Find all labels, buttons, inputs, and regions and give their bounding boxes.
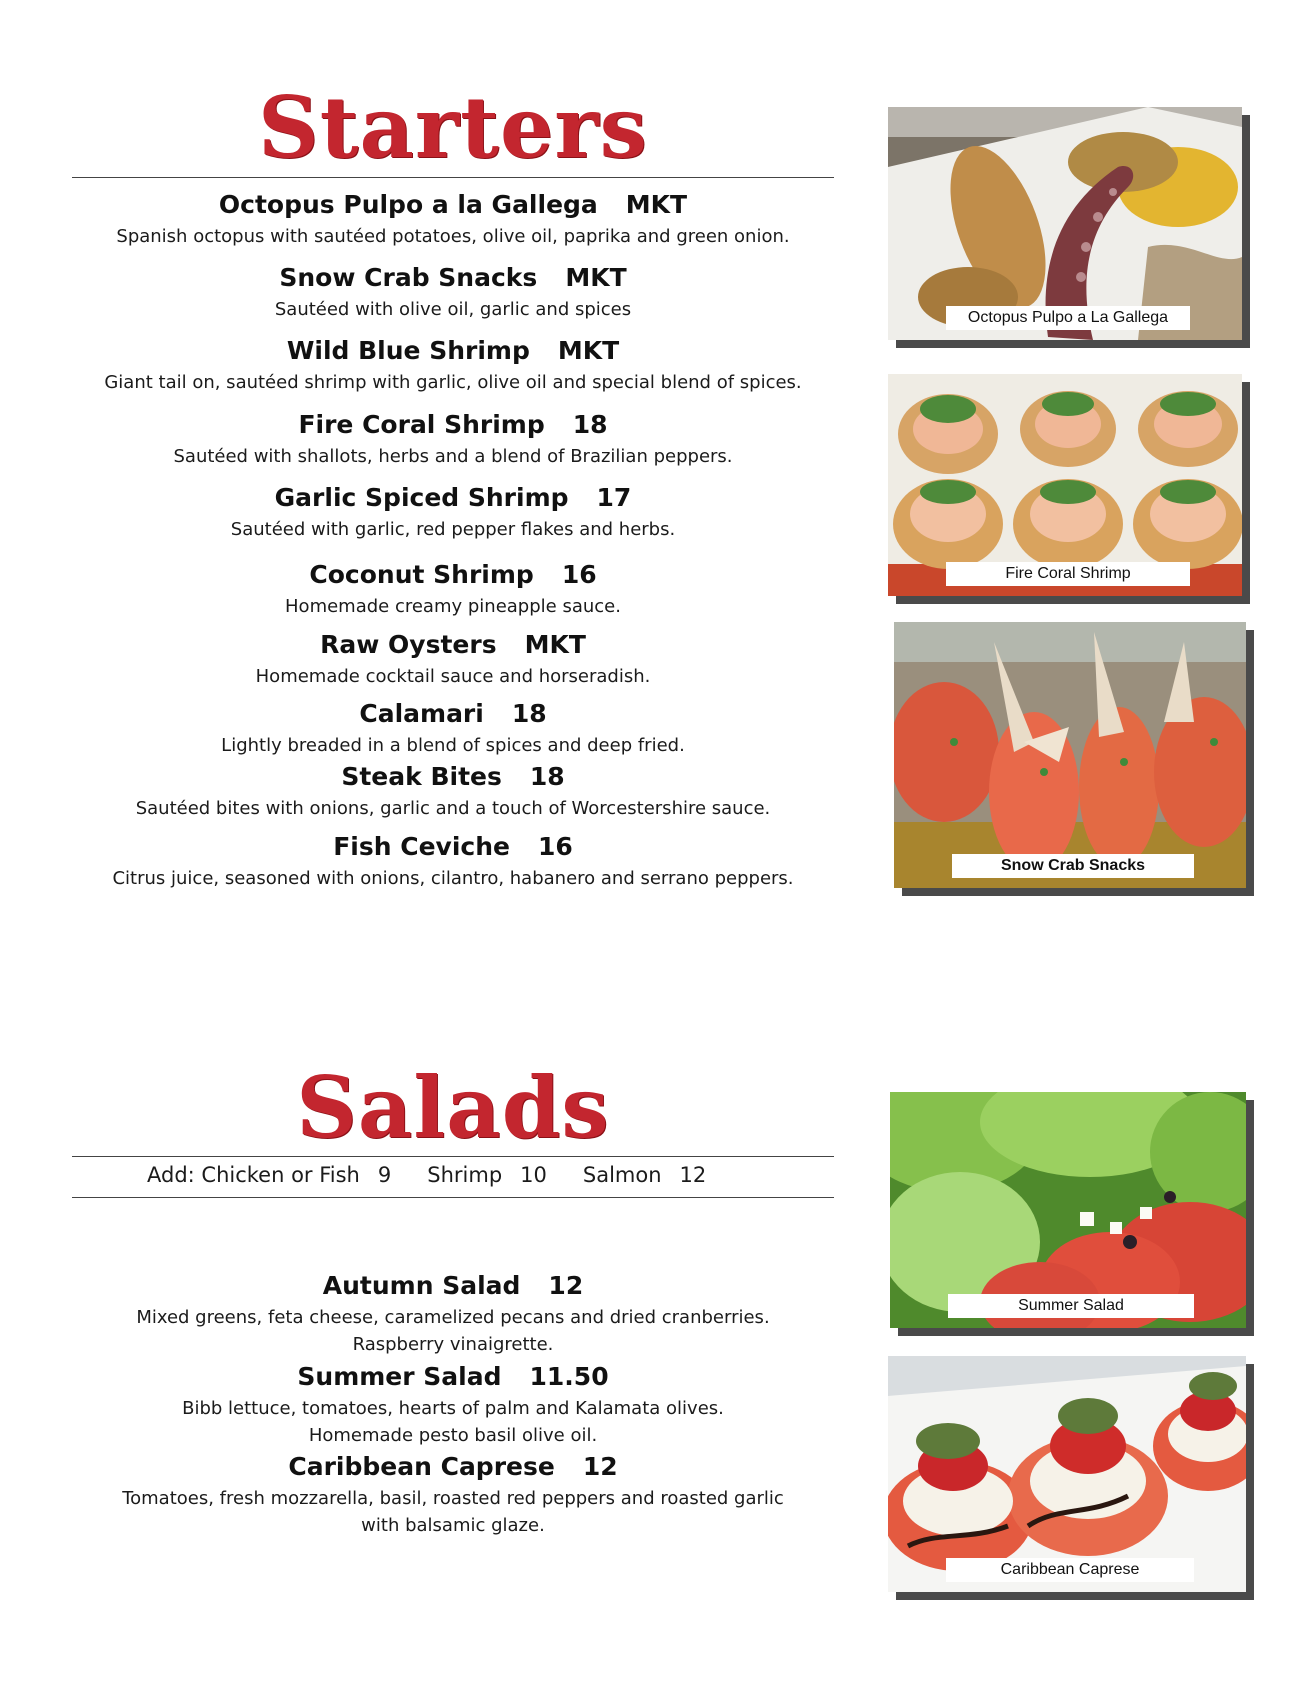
photo-octopus — [888, 107, 1242, 340]
menu-item — [72, 560, 834, 620]
item-description: Spanish octopus with sautéed potatoes, olive oil, paprika and green onion. — [116, 226, 790, 247]
photo-caption: Octopus Pulpo a La Gallega — [946, 306, 1190, 330]
item-name: Steak Bites — [341, 762, 502, 791]
item-price: 16 — [561, 560, 597, 589]
item-description: Giant tail on, sautéed shrimp with garlic, olive oil and special blend of spices. — [104, 372, 802, 393]
addon-shrimp-label: Shrimp — [427, 1163, 503, 1187]
item-price: 18 — [572, 410, 608, 439]
menu-item — [72, 630, 834, 690]
menu-item — [72, 263, 834, 323]
item-description: Sautéed with shallots, herbs and a blend of Brazilian peppers. — [173, 446, 733, 467]
item-name: Calamari — [359, 699, 484, 728]
photo-caption: Caribbean Caprese — [946, 1558, 1194, 1582]
item-price: 11.50 — [529, 1362, 609, 1391]
item-name: Fire Coral Shrimp — [298, 410, 545, 439]
photo-snow-crab-snacks — [894, 622, 1246, 888]
item-name: Wild Blue Shrimp — [286, 336, 530, 365]
item-name: Garlic Spiced Shrimp — [274, 483, 569, 512]
item-name: Caribbean Caprese — [288, 1452, 555, 1481]
item-price: 17 — [596, 483, 632, 512]
item-description: Sautéed with garlic, red pepper flakes and herbs. — [230, 519, 676, 540]
item-name: Summer Salad — [297, 1362, 502, 1391]
item-price: MKT — [625, 190, 688, 219]
salad-addons — [147, 1163, 724, 1187]
item-description: Raspberry vinaigrette. — [352, 1334, 554, 1355]
addon-salmon-price: 12 — [679, 1163, 707, 1187]
item-price: 18 — [511, 699, 547, 728]
item-name: Autumn Salad — [322, 1271, 521, 1300]
item-description: Citrus juice, seasoned with onions, cilantro, habanero and serrano peppers. — [112, 868, 794, 889]
salads-divider-bottom — [72, 1197, 834, 1198]
photo-caribbean-caprese — [888, 1356, 1246, 1592]
item-price: 12 — [548, 1271, 584, 1300]
addon-chicken-fish-label: Add: Chicken or Fish — [147, 1163, 360, 1187]
menu-item — [72, 762, 834, 822]
addon-salmon-label: Salmon — [582, 1163, 662, 1187]
menu-item — [72, 1362, 834, 1449]
item-description: Lightly breaded in a blend of spices and deep fried. — [221, 735, 685, 756]
addon-chicken-fish-price: 9 — [377, 1163, 392, 1187]
menu-item — [72, 832, 834, 892]
menu-item — [72, 699, 834, 759]
salads-divider-top — [72, 1156, 834, 1157]
item-description: Sautéed with olive oil, garlic and spices — [274, 299, 632, 320]
summer-salad-image — [890, 1092, 1246, 1328]
menu-item — [72, 410, 834, 470]
photo-caption: Snow Crab Snacks — [952, 854, 1194, 878]
photo-caption: Fire Coral Shrimp — [946, 562, 1190, 586]
item-description: Homemade cocktail sauce and horseradish. — [255, 666, 651, 687]
item-price: 18 — [529, 762, 565, 791]
photo-caption: Summer Salad — [948, 1294, 1194, 1318]
item-name: Octopus Pulpo a la Gallega — [218, 190, 598, 219]
starters-divider — [72, 177, 834, 178]
caprese-image — [888, 1356, 1246, 1592]
item-price: MKT — [557, 336, 620, 365]
photo-summer-salad — [890, 1092, 1246, 1328]
item-description: Tomatoes, fresh mozzarella, basil, roasted red peppers and roasted garlic — [122, 1488, 784, 1509]
salads-title: Salads — [296, 1058, 610, 1157]
item-price: 16 — [537, 832, 573, 861]
menu-item — [72, 1452, 834, 1539]
snow-crab-image — [894, 622, 1246, 888]
item-description: Homemade pesto basil olive oil. — [308, 1425, 598, 1446]
item-description: Bibb lettuce, tomatoes, hearts of palm and Kalamata olives. — [182, 1398, 724, 1419]
item-description: Mixed greens, feta cheese, caramelized pecans and dried cranberries. — [136, 1307, 770, 1328]
menu-item — [72, 483, 834, 543]
item-description: with balsamic glaze. — [361, 1515, 545, 1536]
menu-item — [72, 190, 834, 250]
menu-item — [72, 1271, 834, 1358]
item-price: MKT — [524, 630, 586, 659]
item-price: 12 — [582, 1452, 618, 1481]
item-name: Coconut Shrimp — [309, 560, 534, 589]
item-description: Homemade creamy pineapple sauce. — [285, 596, 621, 617]
item-price: MKT — [565, 263, 627, 292]
addon-shrimp-price: 10 — [520, 1163, 547, 1187]
item-description: Sautéed bites with onions, garlic and a touch of Worcestershire sauce. — [135, 798, 771, 819]
menu-item — [72, 336, 834, 396]
item-name: Snow Crab Snacks — [279, 263, 538, 292]
item-name: Raw Oysters — [320, 630, 497, 659]
starters-title: Starters — [258, 78, 648, 177]
item-name: Fish Ceviche — [333, 832, 510, 861]
photo-fire-coral-shrimp — [888, 374, 1242, 596]
